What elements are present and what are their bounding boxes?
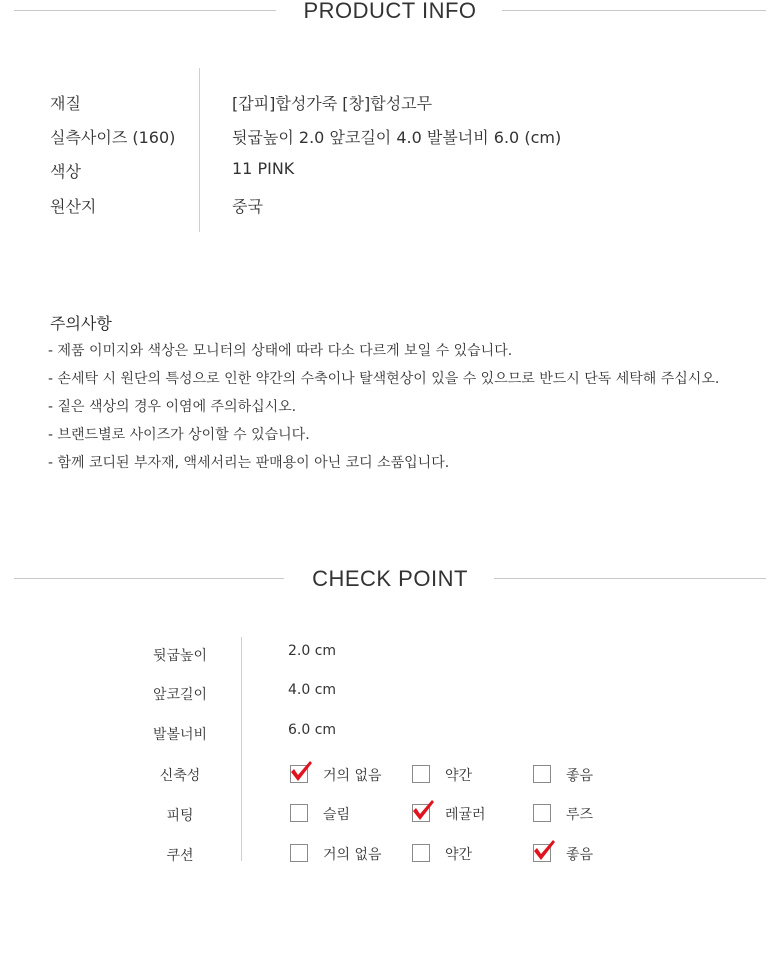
measure-value-width: 6.0 cm xyxy=(288,722,337,738)
divider-right xyxy=(502,10,766,11)
check-mark-icon xyxy=(288,759,314,783)
info-label-color: 색상 xyxy=(50,162,81,181)
checkbox-box[interactable] xyxy=(412,765,430,783)
checkbox-box[interactable] xyxy=(290,804,308,822)
checkbox-box[interactable] xyxy=(290,844,308,862)
check-mark-icon xyxy=(531,838,557,862)
rating-label-stretch: 신축성 xyxy=(159,768,201,784)
info-label-origin: 원산지 xyxy=(50,197,97,216)
check-table-divider xyxy=(241,637,242,861)
option-label: 좋음 xyxy=(566,768,594,784)
divider-right xyxy=(494,578,766,579)
checkbox-box[interactable] xyxy=(533,804,551,822)
option-label: 레귤러 xyxy=(445,807,486,823)
info-value-material: [갑피]합성가죽 [창]합성고무 xyxy=(232,94,433,113)
checkbox-box[interactable] xyxy=(533,765,551,783)
notice-item: - 브랜드별로 사이즈가 상이할 수 있습니다. xyxy=(48,427,310,443)
measure-label-width: 발볼너비 xyxy=(152,727,208,743)
check-point-title: CHECK POINT xyxy=(312,566,468,591)
option-label: 거의 없음 xyxy=(323,847,382,863)
measure-label-heel: 뒷굽높이 xyxy=(152,648,208,664)
rating-label-cushion: 쿠션 xyxy=(166,848,194,864)
notice-item: - 손세탁 시 원단의 특성으로 인한 약간의 수축이나 탈색현상이 있을 수 있으므로 반드시 단독 세탁해 주십시오. xyxy=(48,371,720,387)
option-label: 거의 없음 xyxy=(323,768,382,784)
measure-value-heel: 2.0 cm xyxy=(288,643,337,659)
notice-item: - 제품 이미지와 색상은 모니터의 상태에 따라 다소 다르게 보일 수 있습니다. xyxy=(48,343,513,359)
option-label: 좋음 xyxy=(566,847,594,863)
info-value-origin: 중국 xyxy=(232,197,263,216)
check-mark-icon xyxy=(410,798,436,822)
info-table-divider xyxy=(199,68,200,232)
info-label-material: 재질 xyxy=(50,94,81,113)
option-label: 루즈 xyxy=(566,807,594,823)
notice-item: - 함께 코디된 부자재, 액세서리는 판매용이 아닌 코디 소품입니다. xyxy=(48,455,450,471)
rating-label-fit: 피팅 xyxy=(166,808,194,824)
info-label-size: 실측사이즈 (160) xyxy=(50,128,176,147)
option-label: 약간 xyxy=(445,847,473,863)
checkbox-box[interactable] xyxy=(412,844,430,862)
option-label: 슬림 xyxy=(323,807,351,823)
notice-item: - 짙은 색상의 경우 이염에 주의하십시오. xyxy=(48,399,297,415)
measure-value-toe: 4.0 cm xyxy=(288,682,337,698)
notice-title: 주의사항 xyxy=(50,314,112,333)
info-value-color: 11 PINK xyxy=(232,159,295,178)
product-info-title: PRODUCT INFO xyxy=(303,0,477,23)
option-label: 약간 xyxy=(445,768,473,784)
info-value-size: 뒷굽높이 2.0 앞코길이 4.0 발볼너비 6.0 (cm) xyxy=(232,128,562,147)
measure-label-toe: 앞코길이 xyxy=(152,687,208,703)
